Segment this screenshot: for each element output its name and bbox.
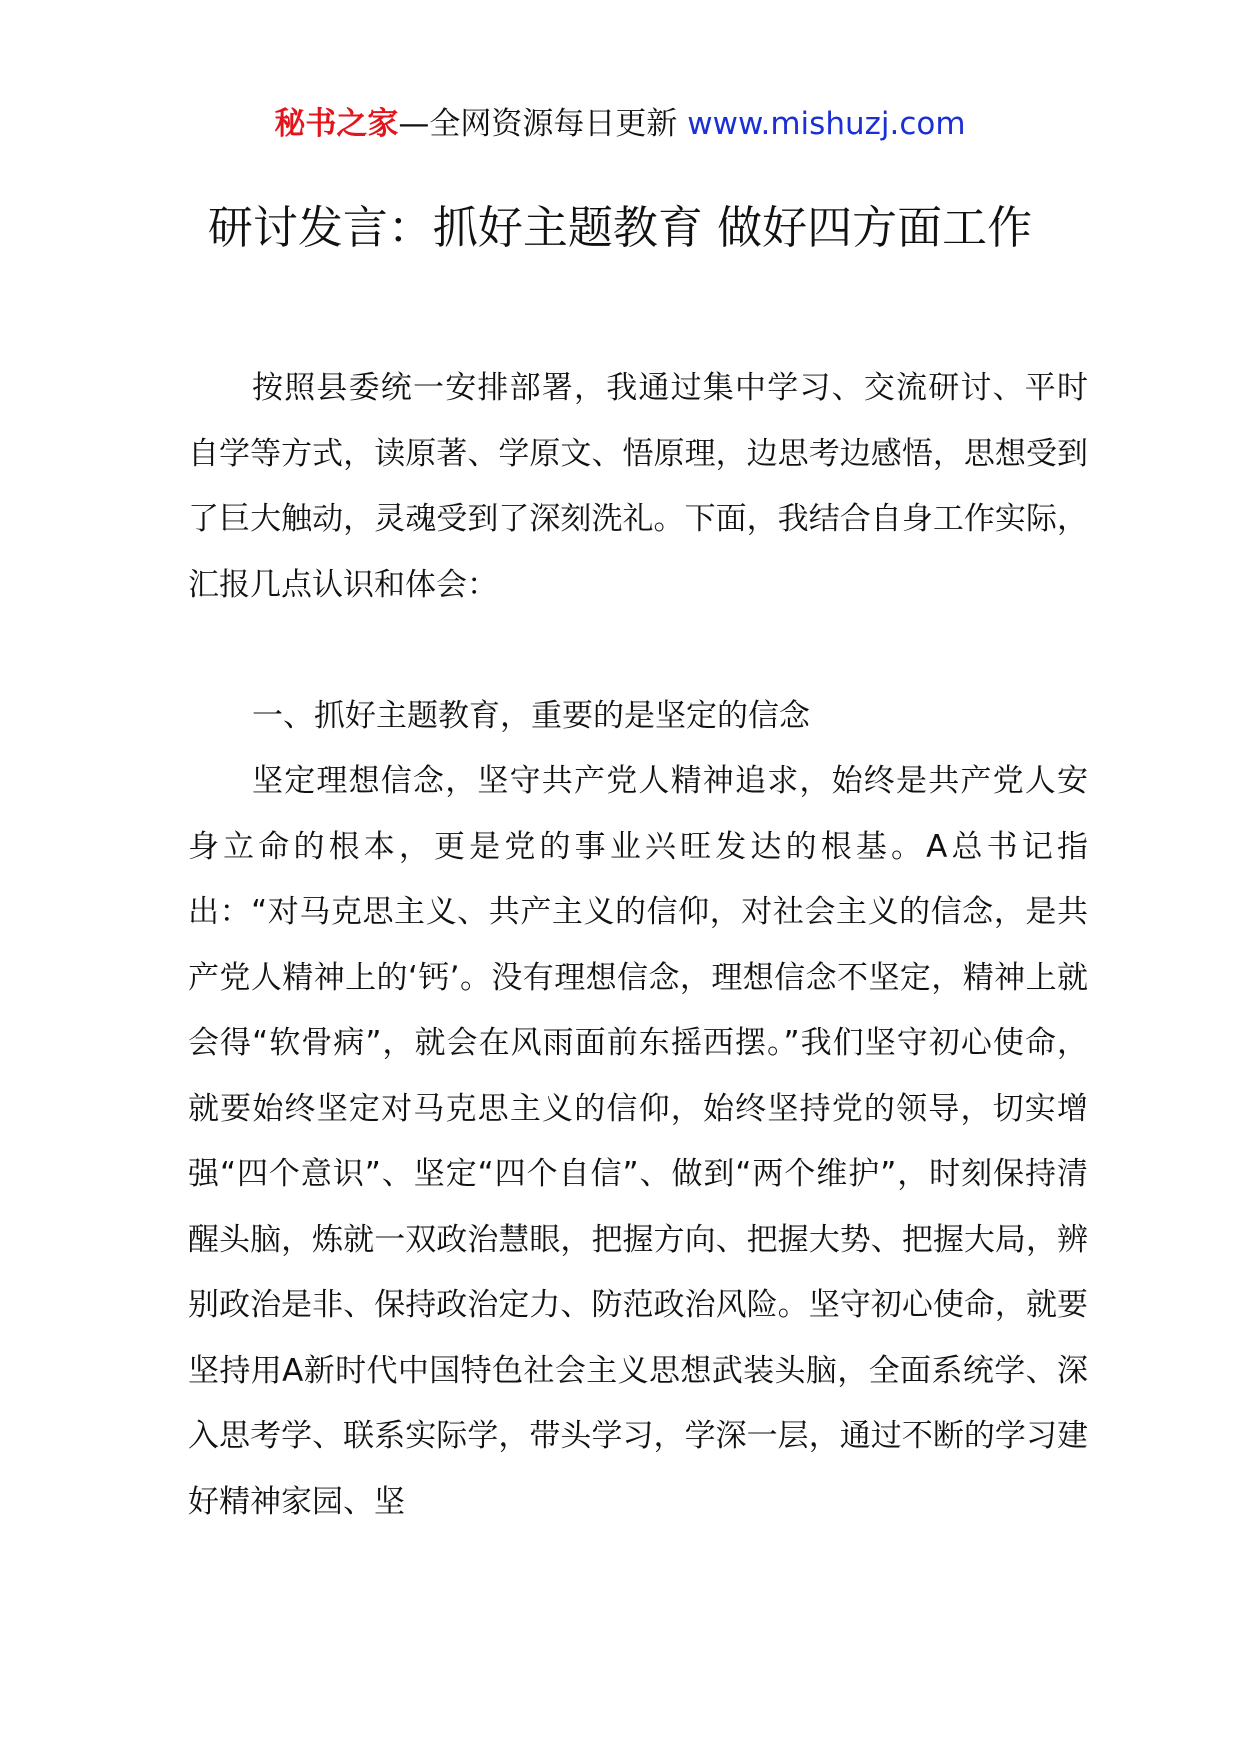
paragraph-spacer <box>188 618 1088 684</box>
banner-tagline: —全网资源每日更新 <box>398 106 688 142</box>
document-body <box>188 356 1088 1535</box>
brand-name: 秘书之家 <box>274 106 399 142</box>
section-paragraph: 坚定理想信念，坚守共产党人精神追求，始终是共产党人安身立命的根本，更是党的事业兴旺发达的根基。A总书记指出：“对马克思主义、共产主义的信仰，对社会主义的信念，是共产党人精神上的‘钙’。没有理想信念，理想信念不坚定，精神上就会得“软骨病”，就会在风雨面前东摇西摆。”我们坚守初心使命，就要始终坚定对马克思主义的信仰，始终坚持党的领导，切实增强“四个意识”、坚定“四个自信”、做到“两个维护”，时刻保持清醒头脑，炼就一双政治慧眼，把握方向、把握大势、把握大局，辨别政治是非、保持政治定力、防范政治风险。坚守初心使命，就要坚持用A新时代中国特色社会主义思想武装头脑，全面系统学、深入思考学、联系实际学，带头学习，学深一层，通过不断的学习建好精神家园、坚 <box>188 763 1088 1520</box>
site-banner <box>0 102 1240 146</box>
site-url[interactable]: www.mishuzj.com <box>687 106 966 142</box>
document-title: 研讨发言：抓好主题教育 做好四方面工作 <box>207 201 1033 254</box>
intro-paragraph: 按照县委统一安排部署，我通过集中学习、交流研讨、平时自学等方式，读原著、学原文、悟原理，边思考边感悟，思想受到了巨大触动，灵魂受到了深刻洗礼。下面，我结合自身工作实际，汇报几点认识和体会： <box>188 370 1088 603</box>
section-heading: 一、抓好主题教育，重要的是坚定的信念 <box>252 697 810 734</box>
